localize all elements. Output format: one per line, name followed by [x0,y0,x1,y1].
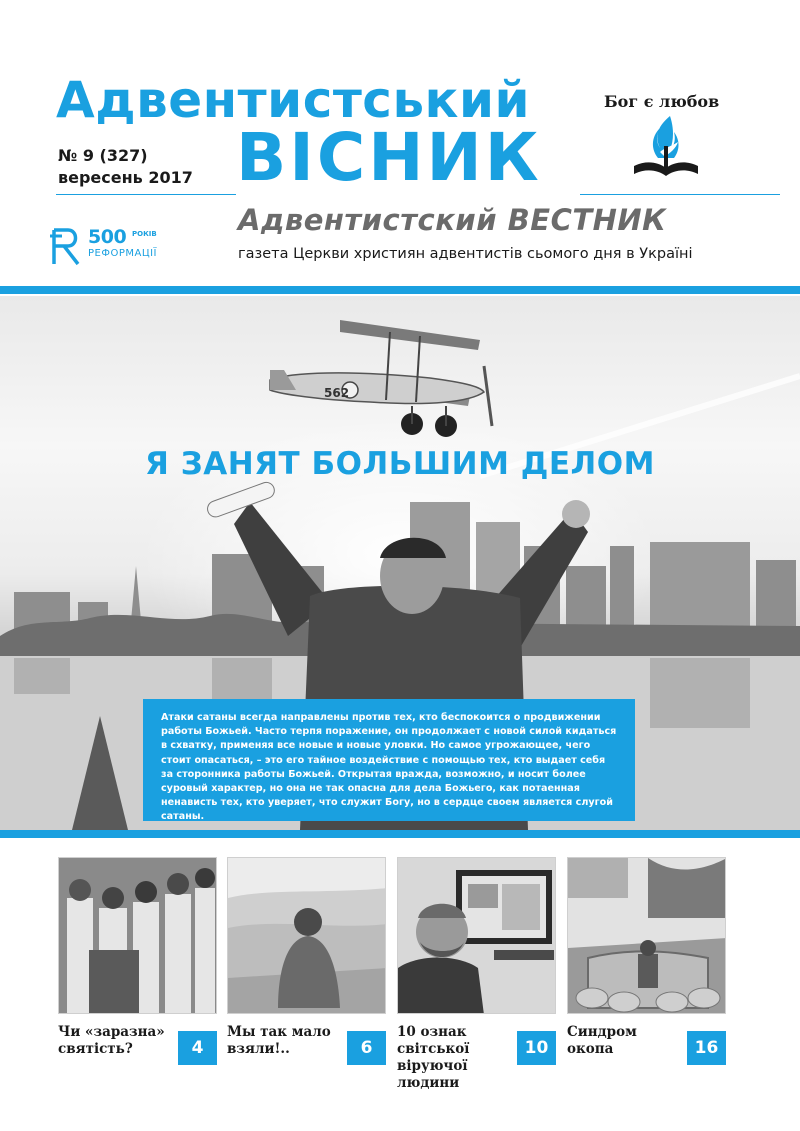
hero-text: Атаки сатаны всегда направлены против тех, кто беспокоится о продвижении работы Божьей. Часто терпя поражение, он продолжает с новой силой кидаться в схватку, применяя все новые и новые уловки. Но самое угрожающее, чего стоит опасаться, – это его тайное воздействие с помощью тех, кто выдает себя за сторонника работы Божьей. Открытая вражда, возможно, и носит более суровый характер, но она не так опасна для дела Божьего, как потаенная ненависть тех, кто уверяет, что служит Богу, но в сердце своем является слугой сатаны. [161,712,617,823]
reformation-years-word: РОКІВ [132,230,157,238]
article-1-photo[interactable] [58,857,217,1014]
bottom-blue-band [0,830,800,838]
masthead-rule-left [56,194,236,195]
adventist-logo-icon [630,112,702,186]
reformation-badge [50,224,200,266]
masthead-title-line1: Адвентистський [56,71,531,129]
masthead-subtitle: газета Церкви християн адвентистів сьомого дня в Україні [238,246,693,262]
article-2-page-badge[interactable]: 6 [347,1031,386,1065]
article-3-photo[interactable] [397,857,556,1014]
svg-text:562: 562 [324,386,350,400]
reformation-r-icon [50,224,84,266]
issue-date: вересень 2017 [58,168,193,187]
article-2-title[interactable]: Мы так мало взяли!.. [227,1024,331,1057]
article-1-page-badge[interactable]: 4 [178,1031,217,1065]
article-1-title[interactable]: Чи «заразна» святість? [58,1024,165,1057]
masthead-title-line2: ВІСНИК [236,119,542,196]
article-4-page-badge[interactable]: 16 [687,1031,726,1065]
article-4-title[interactable]: Синдром окопа [567,1024,637,1057]
masthead-rule-right [580,194,780,195]
article-3-page-badge[interactable]: 10 [517,1031,556,1065]
article-4-photo[interactable] [567,857,726,1014]
top-blue-band [0,286,800,294]
slogan: Бог є любов [604,92,720,111]
reformation-number: 500 [88,226,127,248]
hero-photo [0,296,800,830]
article-3-title[interactable]: 10 ознак світської віруючої людини [397,1024,470,1091]
hero-text-box [143,699,635,821]
article-2-photo[interactable] [227,857,386,1014]
issue-number: № 9 (327) [58,146,148,165]
hero-headline: Я ЗАНЯТ БОЛЬШИМ ДЕЛОМ [145,446,655,482]
reformation-label: РЕФОРМАЦІЇ [88,248,157,259]
masthead-title-ru: Адвентистский ВЕСТНИК [238,203,667,237]
